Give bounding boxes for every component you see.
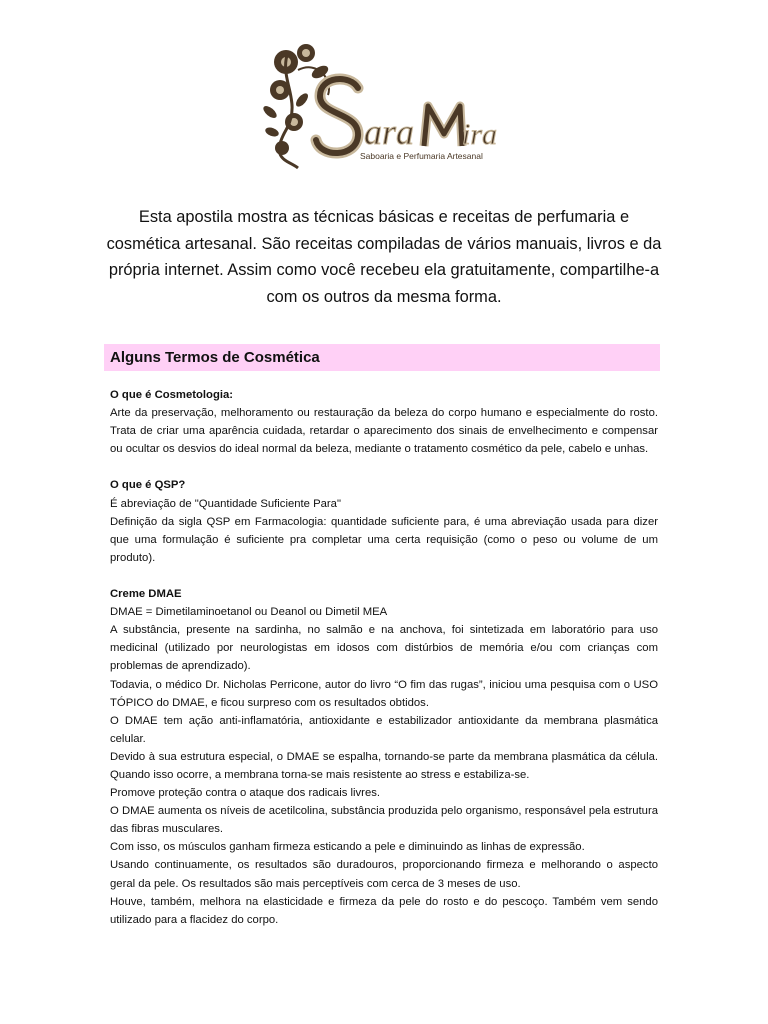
dmae-paragraph: Houve, também, melhora na elasticidade e firmeza da pele do rosto e do pescoço. Também vem sendo utilizado para a flacidez do corpo. — [110, 895, 658, 926]
logo-graphic — [258, 40, 508, 175]
cosmetologia-text: Arte da preservação, melhoramento ou restauração da beleza do corpo humano e especialmente do rosto. Trata de criar uma aparência cuidada, retardar o aparecimento dos sinais de envelhecimento e compensar ou ocultar os desvios do ideal normal da beleza, mediante o tratamento cosmético da pele, cabelo e unhas. — [110, 407, 658, 456]
dmae-block — [110, 585, 658, 929]
dmae-heading: Creme DMAE — [110, 588, 182, 601]
dmae-paragraph: Todavia, o médico Dr. Nicholas Perricone, autor do livro “O fim das rugas”, iniciou uma pesquisa com o USO TÓPICO do DMAE, e ficou surpreso com os resultados obtidos. — [110, 678, 658, 709]
dmae-paragraph: A substância, presente na sardinha, no salmão e na anchova, foi sintetizada em laboratório para uso medicinal (utilizado por neurologistas em idosos com distúrbios de memória e/ou com crianças com problemas de aprendizado). — [110, 624, 658, 673]
qsp-line-2: Definição da sigla QSP em Farmacologia: quantidade suficiente para, é uma abreviação usada para dizer que uma formulação é suficiente pra completar uma certa requisição (como o peso ou volume de um produto). — [110, 515, 658, 564]
dmae-paragraph: Promove proteção contra o ataque dos radicais livres. — [110, 787, 381, 800]
sara-mira-logo — [258, 40, 508, 175]
dmae-paragraph: Usando continuamente, os resultados são duradouros, proporcionando firmeza e melhorando o aspecto geral da pele. Os resultados são mais perceptíveis com cerca de 3 meses de uso. — [110, 859, 658, 890]
cosmetologia-block — [110, 386, 658, 458]
qsp-heading: O que é QSP? — [110, 479, 186, 492]
dmae-paragraph: Devido à sua estrutura especial, o DMAE se espalha, tornando-se parte da membrana plasmática da célula. Quando isso ocorre, a membrana torna-se mais resistente ao stress e estabiliza-se. — [110, 750, 658, 781]
dmae-paragraph: O DMAE aumenta os níveis de acetilcolina, substância produzida pelo organismo, responsável pela estrutura das fibras musculares. — [110, 805, 658, 836]
dmae-paragraph: DMAE = Dimetilaminoetanol ou Deanol ou Dimetil MEA — [110, 606, 388, 619]
svg-text:ara: ara — [364, 112, 415, 152]
logo-tagline: Saboaria e Perfumaria Artesanal — [360, 151, 483, 161]
dmae-paragraph: Com isso, os músculos ganham firmeza esticando a pele e diminuindo as linhas de expressão. — [110, 841, 585, 854]
qsp-block — [110, 476, 658, 566]
intro-paragraph: Esta apostila mostra as técnicas básicas e receitas de perfumaria e cosmética artesanal. São receitas compiladas de vários manuais, livros e da própria internet. Assim como você recebeu ela gratuitamente, compartilhe-a com os outros da mesma forma. — [106, 208, 662, 306]
cosmetologia-heading: O que é Cosmetologia: — [110, 389, 234, 401]
dmae-paragraph: O DMAE tem ação anti-inflamatória, antioxidante e estabilizador antioxidante da membrana plasmática celular. — [110, 714, 658, 745]
section-title-bar: Alguns Termos de Cosmética — [104, 344, 660, 371]
qsp-line-1: É abreviação de "Quantidade Suficiente Para" — [110, 497, 341, 510]
svg-text:ira: ira — [462, 118, 498, 151]
document-content — [110, 386, 658, 947]
